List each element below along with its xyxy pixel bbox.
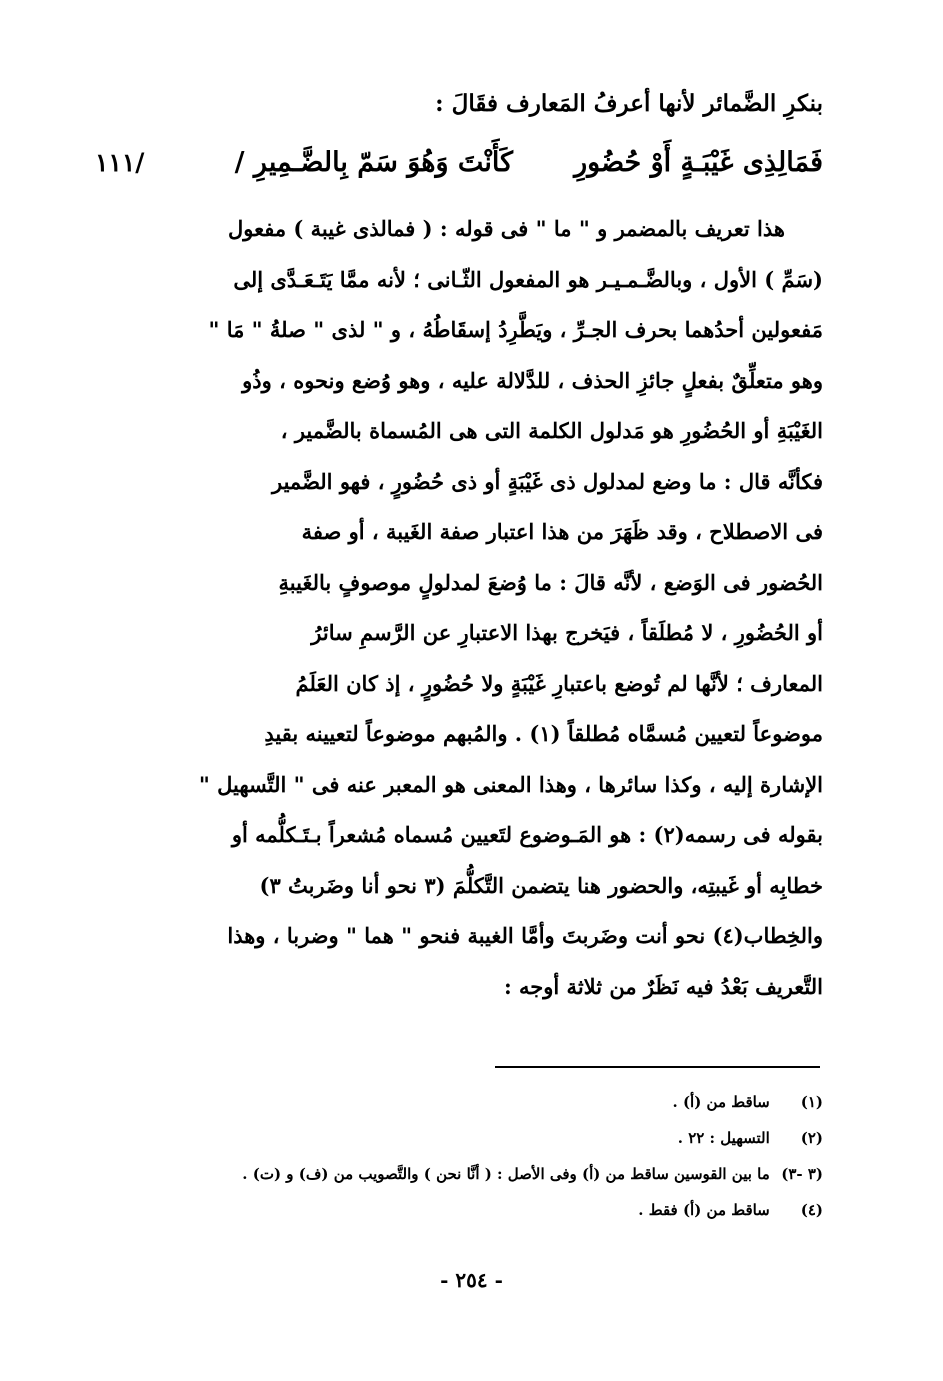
- verse-hemistich-second: كَأَنْتَ وَهُوَ سَمّ بِالضَّـمِيرِ /: [234, 147, 513, 178]
- text-line: مَفعولين أحدُهما بحرف الجـرِّ ، ويَطَّرِدُ إسقَاطُهُ ، و " لذى " صلةُ " مَا ": [208, 317, 823, 342]
- text-line: أو الحُضُورِ ، لا مُطلَقاً ، فيَخرج بهذا الاعتبارِ عن الرَّسمِ سائرُ: [311, 620, 823, 645]
- text-line: التَّعريف بَعْدُ فيه نَظَرٌ من ثلاثة أوجه :: [503, 973, 823, 999]
- footnote-item: [123, 1156, 823, 1192]
- footnotes: [123, 1084, 823, 1228]
- verse-hemistich-first: فَمَالِذِى غَيْبَـةٍ أَوْ حُضُورِ: [574, 147, 823, 178]
- text-line: هذا تعريف بالمضمر و " ما " فى قوله : ( فمالذى غيبة ) مفعول: [228, 216, 785, 241]
- text-line: فى الاصطلاح ، وقد ظَهَرَ من هذا اعتبار صفة الغَيبة ، أو صفة: [301, 519, 823, 544]
- text-line: وهو متعلِّقٌ بفعلٍ جائزِ الحذف ، للدَّلالة عليه ، وهو وُضع ونحوه ، وذُو: [242, 367, 823, 393]
- text-line: الغَيْبَةِ أو الحُضُورِ هو مَدلول الكلمة التى هى المُسماة بالضَّمير ،: [280, 418, 823, 443]
- page-number: - ٢٥٤ -: [440, 1268, 503, 1292]
- footnote-separator: [495, 1066, 820, 1068]
- text-line: فكأنَّه قال : ما وضع لمدلول ذى غَيْبَةٍ أو ذى حُضُورٍ ، فهو الضَّمير: [272, 468, 823, 494]
- footnote-item: [123, 1192, 823, 1228]
- text-line: بقوله فى رسمه(٢) : هو المَـوضوع لتَعيين مُسماه مُشعراً بـتَـكلُّمه أو: [231, 822, 823, 847]
- footnote-text: ما بين القوسين ساقط من (أ) وفى الأصل : ( أنَّا نحن ) والتَّصويب من (ف) و (ت) .: [242, 1165, 770, 1183]
- footnote-text: ساقط من (أ) .: [672, 1093, 770, 1111]
- footnote-number: (٤): [800, 1201, 823, 1219]
- footnote-number: (١): [800, 1093, 823, 1111]
- text-line: الإشارة إليه ، وكذا سائرها ، وهذا المعنى هو المعبر عنه فى " التَّسهيل ": [198, 771, 823, 797]
- intro-line: بنكرِ الضَّمائر لأنها أعرفُ المَعارف فقَالَ :: [435, 90, 823, 117]
- footnote-number: (٣ -٣): [781, 1165, 823, 1183]
- footnote-item: [123, 1120, 823, 1156]
- text-line: (سَمِّ ) الأول ، وبالضَّـمـيـر هو المفعول الثّـانى ؛ لأنه ممَّا يَتَـعَـدَّى إلى: [233, 266, 823, 292]
- text-line: الحُضور فى الوَضع ، لأنَّه قالَ : ما وُضعَ لمدلولٍ موصوفٍ بالغَيبةِ: [278, 569, 823, 595]
- footnote-number: (٢): [800, 1129, 823, 1147]
- footnote-text: التسهيل : ٢٢ .: [677, 1129, 770, 1147]
- text-line: المعارف ؛ لأنَّها لم تُوضع باعتبارِ غَيْبَةٍ ولا حُضُورٍ ، إذ كان العَلَمُ: [295, 670, 823, 696]
- text-line: خطابِه أو غَيبتِه، والحضور هنا يتضمن التَّكلُّمَ (٣ نحو أنا وضَربتُ ٣): [259, 872, 823, 898]
- verse-reference-number: ١١١/: [95, 148, 145, 177]
- footnote-text: ساقط من (أ) فقط .: [638, 1201, 770, 1219]
- text-line: والخِطاب(٤) نحو أنت وضَربتَ وأمَّا الغيبة فنحو " هما " وضربا ، وهذا: [227, 923, 823, 948]
- footnote-item: [123, 1084, 823, 1120]
- commentary-text: [133, 204, 823, 1012]
- verse-line: [95, 138, 823, 188]
- text-line: موضوعاً لتعيين مُسمَّاه مُطلقاً (١) . والمُبهم موضوعاً لتعيينه بقيدِ: [264, 721, 823, 746]
